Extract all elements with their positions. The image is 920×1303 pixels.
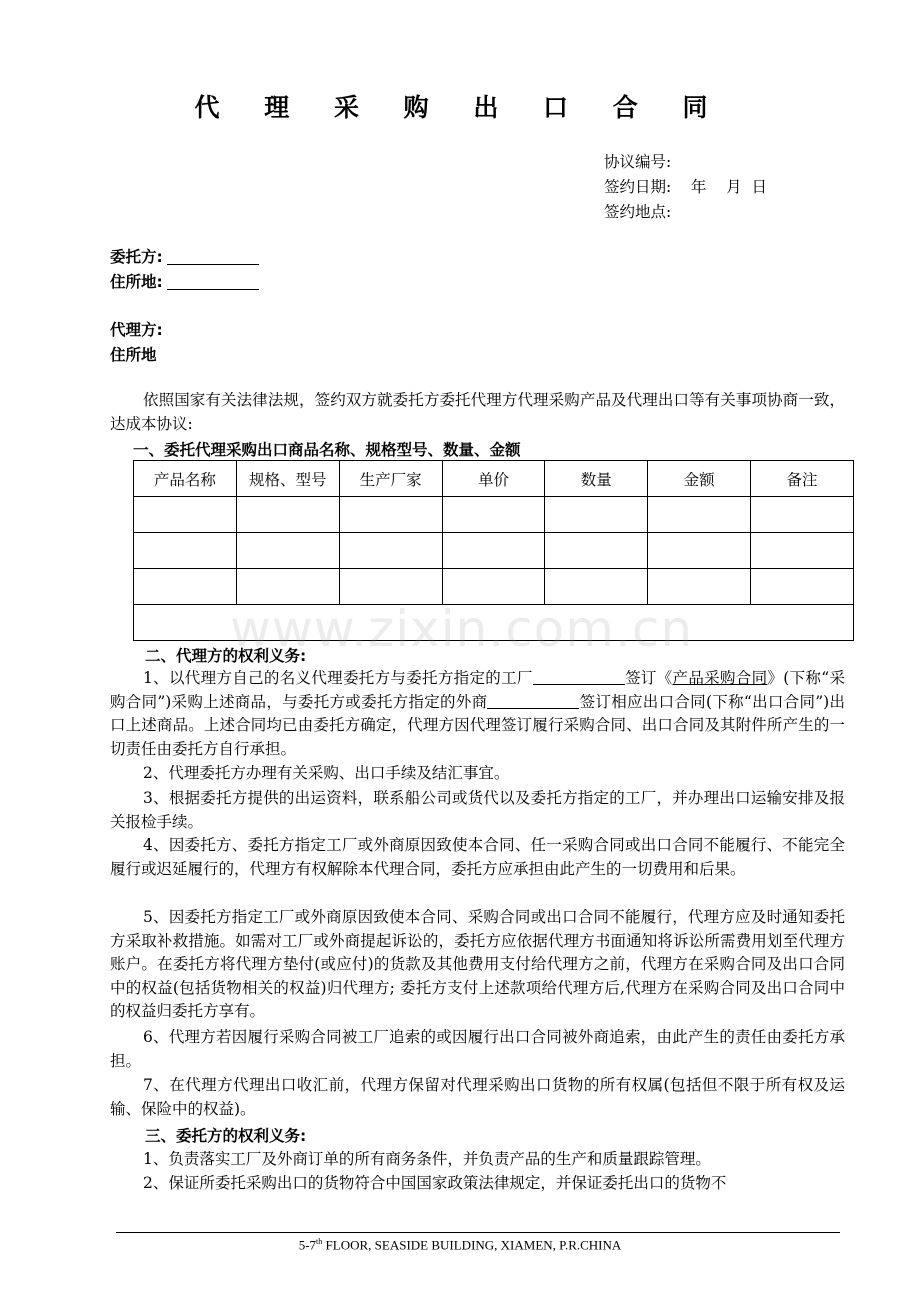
agent-label: 代理方: [110,321,163,339]
column-header: 单价 [442,461,545,497]
column-header: 数量 [545,461,648,497]
section2-item2: 2、代理委托方办理有关采购、出口手续及结汇事宜。 [143,764,510,782]
column-header: 规格、型号 [236,461,339,497]
table-row [134,533,854,569]
column-header: 生产厂家 [339,461,442,497]
section2-item3: 3、根据委托方提供的出运资料，联系船公司或货代以及委托方指定的工厂，并办理出口运输安排及报关报检手续。 [110,789,845,831]
intro-paragraph: 依照国家有关法律法规，签约双方就委托方委托代理方代理采购产品及代理出口等有关事项协商一致，达成本协议: [110,391,845,433]
footer-address: 5-7th FLOOR, SEASIDE BUILDING, XIAMEN, P.R.CHINA [298,1237,622,1253]
signing-date: 签约日期: 年 月 日 [604,178,767,196]
section2-item7: 7、在代理方代理出口收汇前，代理方保留对代理采购出口货物的所有权属(包括但不限于所有权及运输、保险中的权益)。 [110,1076,845,1118]
section2-item1: 1、以代理方自己的名义代理委托方与委托方指定的工厂 签订《产品采购合同》(下称“采购合同”)采购上述商品，与委托方或委托方指定的外商 签订相应出口合同(下称“出口合同”)出口上述商品。上述合同均已由委托方确定，代理方因代理签订履行采购合同、出口合同及其附件所产生的一切责任由委托方自行承担。 [110,669,845,758]
section2-item6: 6、代理方若因履行采购合同被工厂追索的或因履行出口合同被外商追索，由此产生的责任由委托方承担。 [110,1028,845,1070]
section2-item5: 5、因委托方指定工厂或外商原因致使本合同、采购合同或出口合同不能履行，代理方应及时通知委托方采取补救措施。如需对工厂或外商提起诉讼的，委托方应依据代理方书面通知将诉讼所需费用划至代理方账户。在委托方将代理方垫付(或应付)的货款及其他费用支付给代理方之前，代理方在采购合同及出口合同中的权益(包括货物相关的权益)归代理方; 委托方支付上述款项给代理方后,代理方在采购合同及出口合同中的权益归委托方享有。 [110,908,845,1020]
document-title: 代 理 采 购 出 口 合 同 [194,93,726,122]
principal-address-label: 住所地: [110,273,163,291]
section1-heading: 一、委托代理采购出口商品名称、规格型号、数量、金额 [133,441,521,459]
column-header: 产品名称 [134,461,237,497]
agreement-meta [604,150,767,225]
watermark: www.zixin.com.cn [230,600,694,658]
section2-item4: 4、因委托方、委托方指定工厂或外商原因致使本合同、任一采购合同或出口合同不能履行、不能完全履行或迟延履行的，代理方有权解除本代理合同，委托方应承担由此产生的一切费用和后果。 [110,836,845,878]
principal-label: 委托方: [110,248,163,266]
purchase-contract-link[interactable]: 产品采购合同 [672,669,768,687]
signing-place: 签约地点: [604,203,672,221]
principal-address-line [110,270,259,292]
agent-address-label: 住所地 [110,346,157,364]
principal-blank [167,248,259,265]
table-row [134,497,854,533]
section3-item2: 2、保证所委托采购出口的货物符合中国国家政策法律规定，并保证委托出口的货物不 [143,1174,727,1192]
table-header-row [134,461,854,497]
principal-address-blank [167,273,259,290]
section3-heading: 三、委托方的权利义务: [145,1127,307,1145]
principal-line [110,245,259,267]
column-header: 金额 [648,461,751,497]
column-header: 备注 [751,461,854,497]
foreign-buyer-blank [487,694,579,709]
section3-item1: 1、负责落实工厂及外商订单的所有商务条件，并负责产品的生产和质量跟踪管理。 [143,1150,711,1168]
factory-blank [533,670,625,685]
agreement-number: 协议编号: [604,153,672,171]
section2-heading: 二、代理方的权利义务: [145,647,307,665]
footer-divider [116,1232,840,1233]
